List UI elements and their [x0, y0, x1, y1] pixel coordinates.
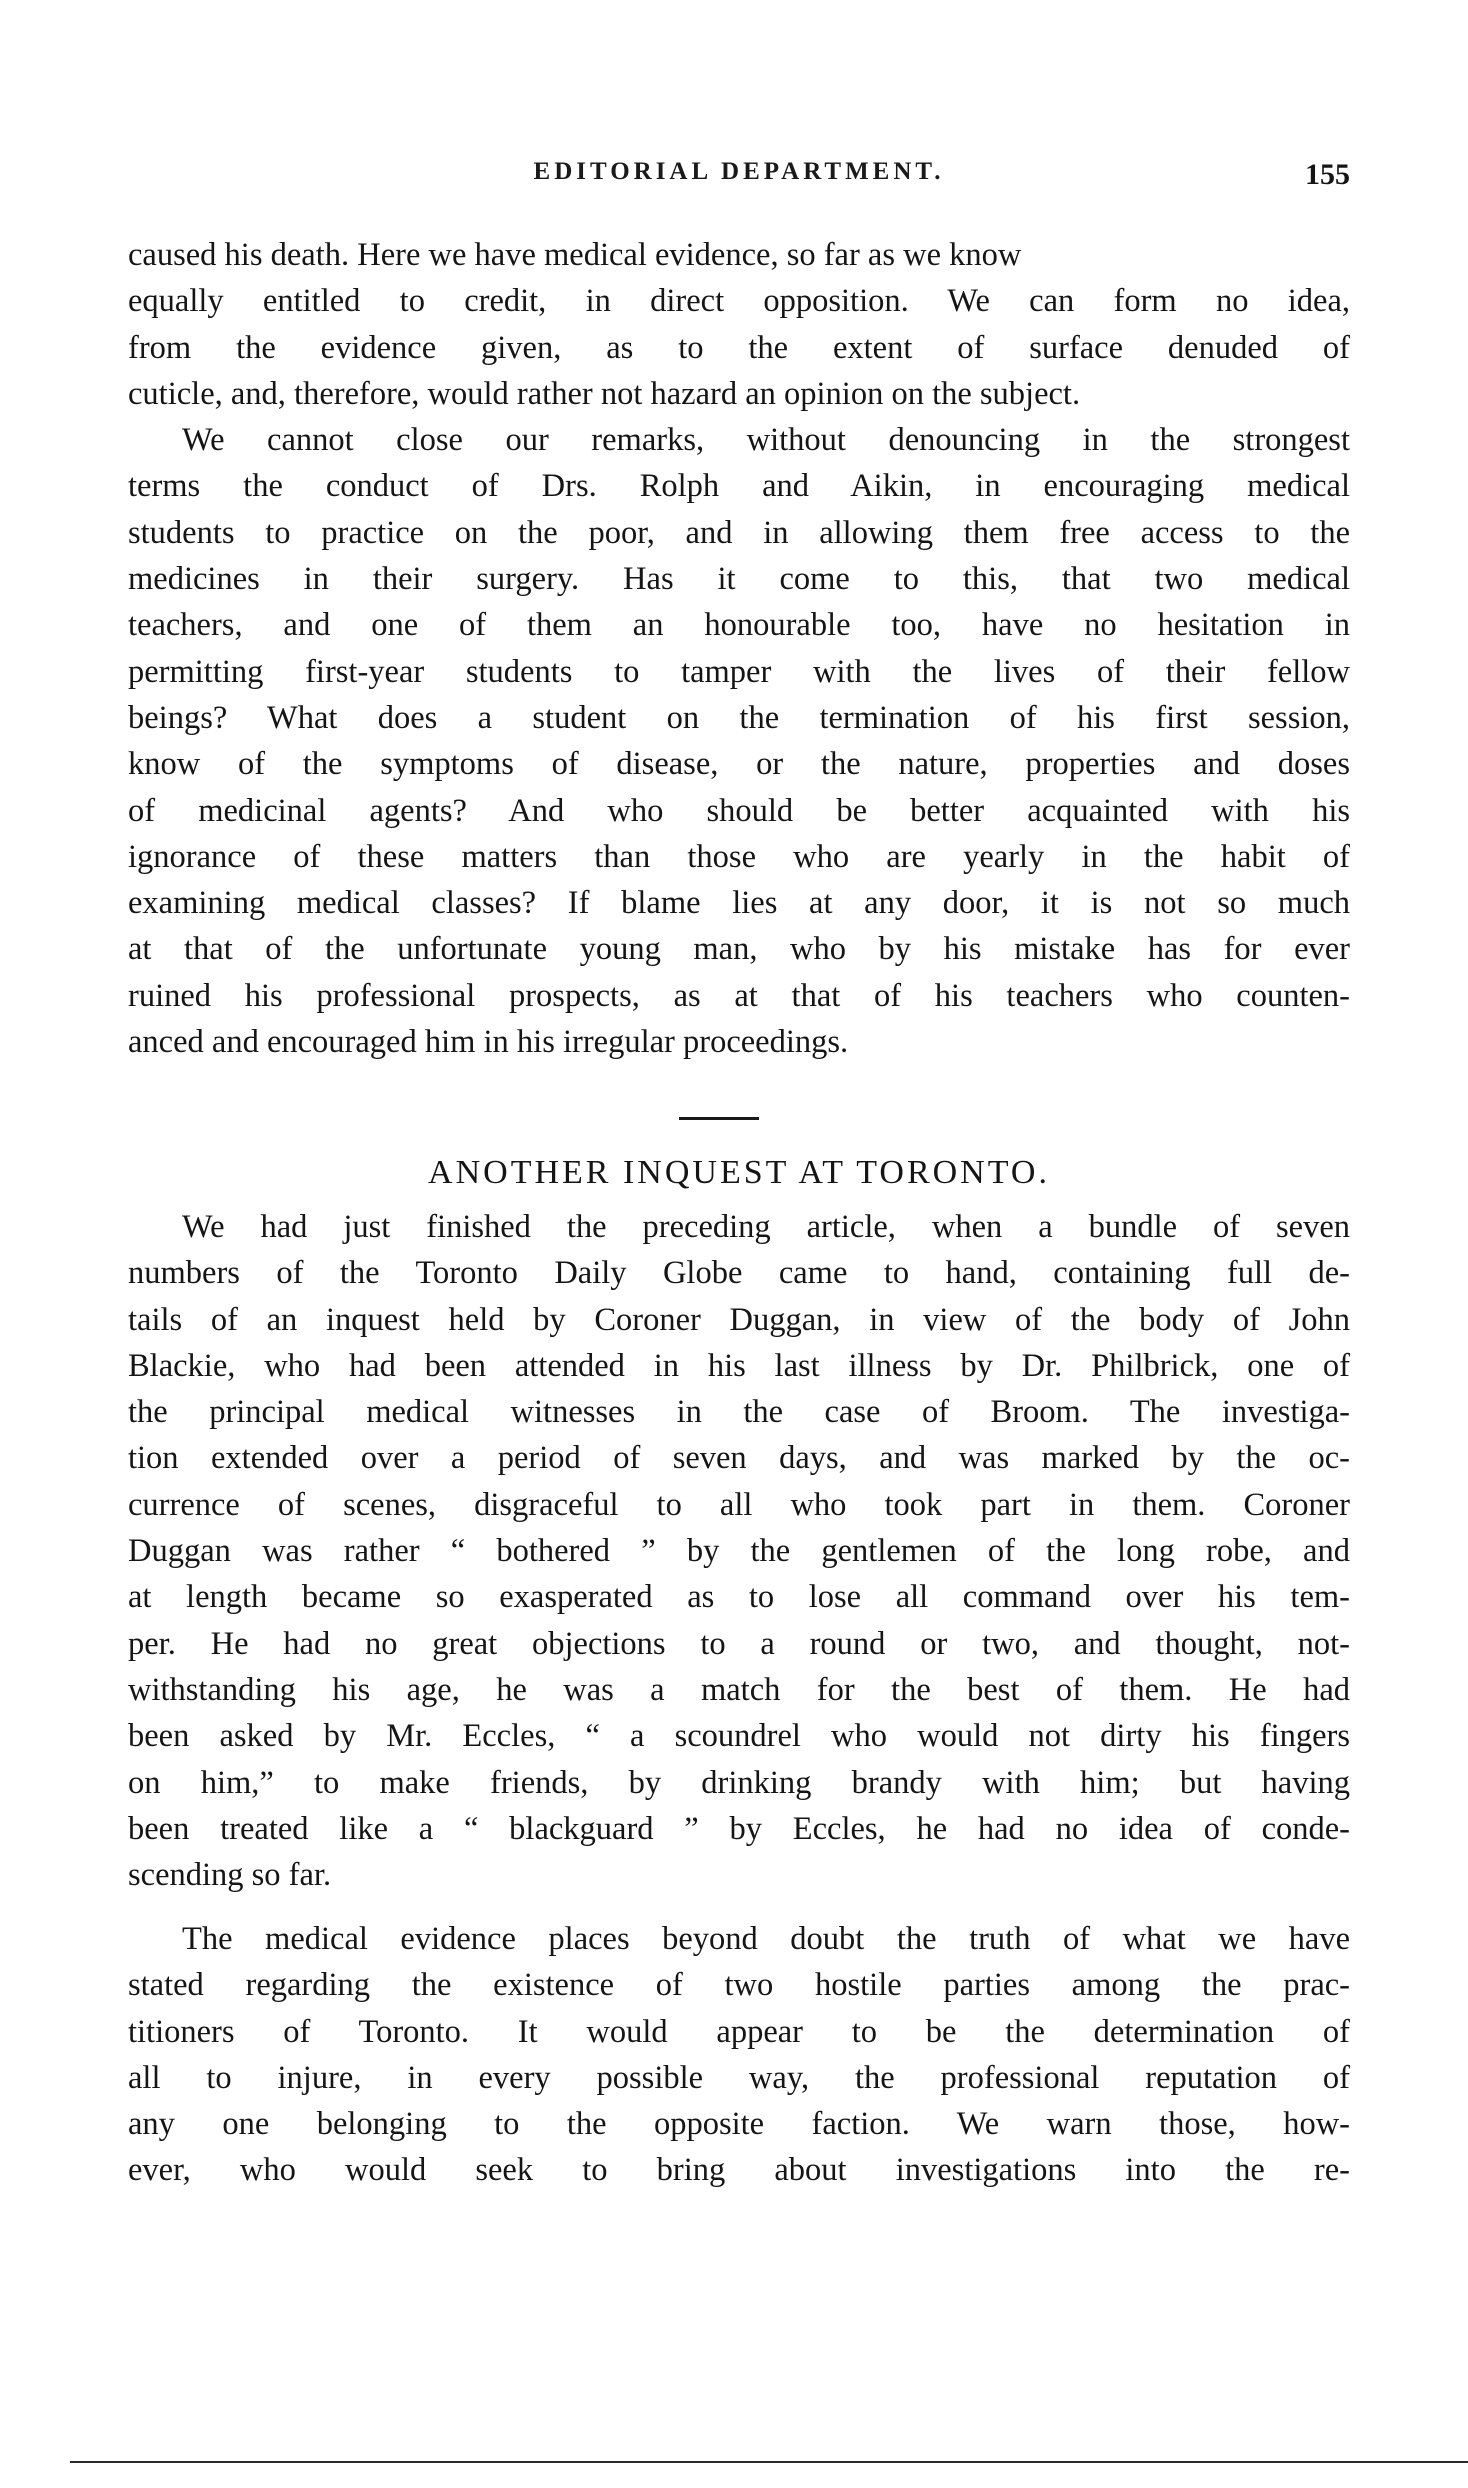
text-line: The medical evidence places beyond doubt the truth of what we have: [182, 1921, 1350, 1957]
text-line: scending so far.: [128, 1857, 332, 1894]
text-line: teachers, and one of them an honourable too, have no hesitation in: [128, 607, 1350, 644]
running-head: [128, 158, 1350, 198]
text-line: been asked by Mr. Eccles, “ a scoundrel who would not dirty his fingers: [128, 1718, 1350, 1755]
inquest-article: [128, 1204, 1350, 1898]
text-line: medicines in their surgery. Has it come to this, that two medical: [128, 561, 1350, 598]
text-line: been treated like a “ blackguard ” by Eccles, he had no idea of conde-: [128, 1810, 1350, 1847]
text-line: numbers of the Toronto Daily Globe came to hand, containing full de-: [128, 1255, 1350, 1292]
text-line: any one belonging to the opposite faction. We warn those, how-: [128, 2106, 1350, 2143]
text-line: Blackie, who had been attended in his last illness by Dr. Philbrick, one of: [128, 1347, 1350, 1384]
scan-edge-line: [70, 2461, 1468, 2463]
text-line: cuticle, and, therefore, would rather not hazard an opinion on the subject.: [128, 375, 1081, 412]
text-line: at that of the unfortunate young man, who by his mistake has for ever: [128, 931, 1350, 968]
medical-evidence-paragraph: [128, 1916, 1350, 2194]
text-line: per. He had no great objections to a round or two, and thought, not-: [128, 1625, 1350, 1662]
text-line: equally entitled to credit, in direct opposition. We can form no idea,: [128, 283, 1350, 320]
text-line: on him,” to make friends, by drinking brandy with him; but having: [128, 1764, 1350, 1801]
text-line: the principal medical witnesses in the case of Broom. The investiga-: [128, 1394, 1350, 1431]
text-line: permitting first-year students to tamper with the lives of their fellow: [128, 653, 1350, 690]
page-number: 155: [1305, 158, 1350, 191]
text-line: ignorance of these matters than those who are yearly in the habit of: [128, 838, 1350, 875]
text-line: anced and encouraged him in his irregular proceedings.: [128, 1024, 849, 1061]
text-line: ever, who would seek to bring about investigations into the re-: [128, 2152, 1350, 2189]
text-line: tion extended over a period of seven days, and was marked by the oc-: [128, 1440, 1350, 1477]
text-line: terms the conduct of Drs. Rolph and Aikin, in encouraging medical: [128, 468, 1350, 505]
text-line: all to injure, in every possible way, the professional reputation of: [128, 2059, 1350, 2096]
text-line: of medicinal agents? And who should be better acquainted with his: [128, 792, 1350, 829]
text-line: beings? What does a student on the termination of his first session,: [128, 699, 1350, 736]
text-line: stated regarding the existence of two hostile parties among the prac-: [128, 1967, 1350, 2004]
running-title: EDITORIAL DEPARTMENT.: [533, 158, 945, 185]
text-line: students to practice on the poor, and in allowing them free access to the: [128, 514, 1350, 551]
text-line: We had just finished the preceding article, when a bundle of seven: [182, 1209, 1350, 1245]
text-line: at length became so exasperated as to lose all command over his tem-: [128, 1579, 1350, 1616]
text-line: We cannot close our remarks, without denouncing in the strongest: [182, 422, 1350, 459]
text-line: know of the symptoms of disease, or the nature, properties and doses: [128, 746, 1350, 783]
text-line: withstanding his age, he was a match for the best of them. He had: [128, 1671, 1350, 1708]
article-continuation: [128, 232, 1350, 1065]
text-line: from the evidence given, as to the extent of surface denuded of: [128, 329, 1350, 366]
text-line: Duggan was rather “ bothered ” by the gentlemen of the long robe, and: [128, 1533, 1350, 1570]
text-line: currence of scenes, disgraceful to all who took part in them. Coroner: [128, 1486, 1350, 1523]
text-line: examining medical classes? If blame lies at any door, it is not so much: [128, 885, 1350, 922]
text-line: tails of an inquest held by Coroner Duggan, in view of the body of John: [128, 1301, 1350, 1338]
text-line: titioners of Toronto. It would appear to be the determination of: [128, 2013, 1350, 2050]
text-line: ruined his professional prospects, as at that of his teachers who counten-: [128, 977, 1350, 1014]
section-divider: [679, 1117, 759, 1120]
text-line: caused his death. Here we have medical evidence, so far as we know: [128, 237, 1022, 273]
section-heading: ANOTHER INQUEST AT TORONTO.: [428, 1154, 1050, 1191]
